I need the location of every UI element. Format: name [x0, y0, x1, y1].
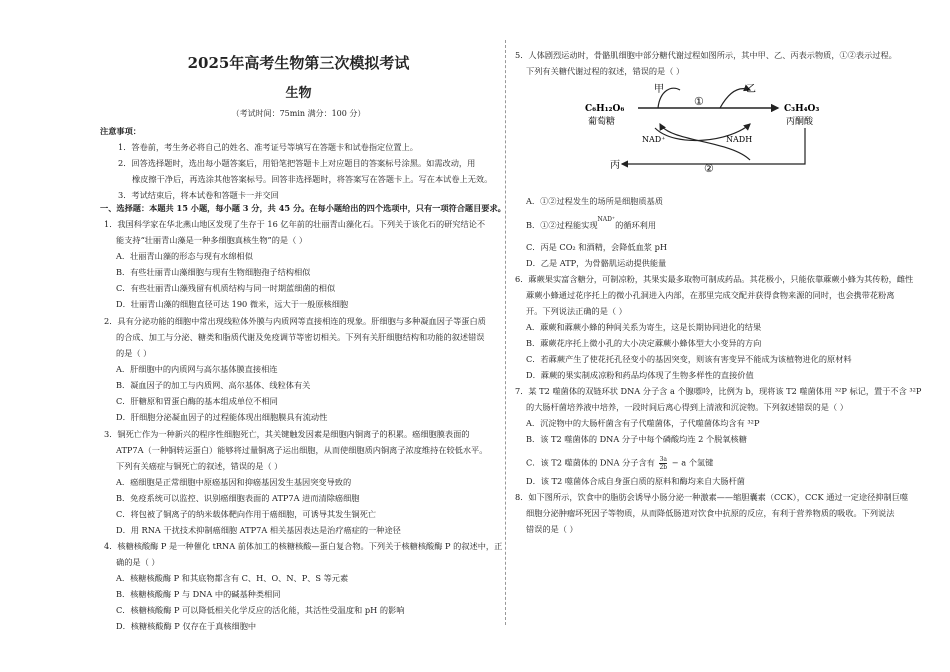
question-line: B．免疫系统可以监控、识别癌细胞表面的 ATP7A 进而清除癌细胞: [116, 493, 360, 503]
question-5-option-a: A．①②过程发生的场所是细胞质基质: [526, 196, 663, 206]
question-line: B．蔴蕨花序托上微小孔的大小决定蔴蕨小蜂体型大小变异的方向: [526, 338, 762, 348]
question-7-option-c: C．该 T2 噬菌体的 DNA 分子含有 $\frac{3a}{2b}$ − a 个氢键: [526, 456, 714, 471]
pyruvate-return-arrow: [622, 128, 805, 164]
question-line: 下列有关癌症与铜死亡的叙述，错误的是（ ）: [116, 461, 283, 471]
exam-info: （考试时间：75min 满分：100 分）: [231, 109, 366, 118]
question-5-stem: 下列有关糖代谢过程的叙述，错误的是（ ）: [526, 66, 685, 76]
question-5-stem: 5．人体剧烈运动时，骨骼肌细胞中部分糖代谢过程如图所示，其中甲、乙、丙表示物质，①②表示过程。: [515, 50, 897, 60]
subject-title: 生物: [285, 86, 312, 101]
question-line: C．将包被了铜离子的纳米载体靶向作用于癌细胞，可诱导其发生铜死亡: [116, 509, 377, 519]
question-line: C．核糖核酸酶 P 可以降低相关化学反应的活化能，其活性受温度和 pH 的影响: [116, 605, 405, 615]
pyruvate-formula: C₃H₄O₃: [784, 104, 820, 114]
question-line: 的大肠杆菌培养液中培养，一段时间后离心得到上清液和沉淀物。下列叙述错误的是（ ）: [526, 402, 848, 412]
question-line: B．凝血因子的加工与内质网、高尔基体、线粒体有关: [116, 380, 311, 390]
question-line: 蔴蕨小蜂通过花序托上的微小孔洞进入内部，在那里完成交配并获得食物来源的同时，也会携带花粉离: [526, 290, 895, 300]
notes-heading: 注意事项：: [100, 126, 141, 136]
question-line: B．核糖核酸酶 P 与 DNA 中的碱基种类相同: [116, 589, 281, 599]
label-nad: NAD⁺: [642, 135, 666, 144]
question-line: A．核糖核酸酶 P 和其底物都含有 C、H、O、N、P、S 等元素: [116, 573, 349, 583]
question-5-option-d: D．乙是 ATP，为骨骼肌运动提供能量: [526, 258, 667, 268]
question-stem: 6．蔴蕨果实富含糖分，可制凉粉，其果实最多取物可制成药品。其花极小，只能依靠蔴蕨小蜂为其传粉，雌性: [515, 274, 914, 284]
question-line: 细胞分泌肿瘤坏死因子等物质，从而降低肠道对饮食中抗原的反应，有利于营养物质的吸收。下列说法: [526, 508, 895, 518]
question-line: 的是（ ）: [116, 348, 152, 358]
question-line: C．有些壮丽青山藻残留有机质结构与同一时期蓝细菌的相似: [116, 283, 336, 293]
question-line: A．壮丽青山藻的形态与现有水绵相似: [116, 251, 253, 261]
question-line: C．若蔴蕨产生了使花托孔径变小的基因突变，则该有害变异不能成为该植物进化的原材料: [526, 354, 852, 364]
question-line: B．该 T2 噬菌体的 DNA 分子中每个磷酸均连 2 个脱氧核糖: [526, 434, 747, 444]
question-stem: 8．如下图所示，饮食中的脂肪会诱导小肠分泌一种激素——缩胆囊素（CCK），CCK 通过一定途径抑制巨噬: [515, 492, 909, 502]
question-stem: 4．核糖核酸酶 P 是一种催化 tRNA 前体加工的核糖核酸—蛋白复合物。下列关于核糖核酸酶 P 的叙述中，正: [104, 541, 503, 551]
label-yi: 乙: [746, 84, 756, 95]
pyruvate-label: 丙酮酸: [786, 117, 814, 127]
question-line: A．蔴蕨和蔴蕨小蜂的种间关系为寄生，这是长期协同进化的结果: [526, 322, 762, 332]
exam-title: 2025年高考生物第三次模拟考试: [187, 54, 410, 72]
question-line: A．肝细胞中的内质网与高尔基体膜直接相连: [116, 364, 278, 374]
question-line: A．癌细胞是正常细胞中原癌基因和抑癌基因发生基因突变导致的: [116, 477, 352, 487]
note-item: 3．考试结束后，将本试卷和答题卡一并交回: [118, 190, 279, 200]
question-line: D．肝细胞分泌凝血因子的过程能体现出细胞膜具有流动性: [116, 412, 328, 422]
question-stem: 2．具有分泌功能的细胞中常出现线粒体外膜与内质网等直接相连的现象。肝细胞与多种凝血因子等蛋白质: [104, 316, 486, 326]
glucose-formula: C₆H₁₂O₆: [585, 104, 625, 114]
column-divider: [505, 40, 506, 625]
step-2-label: ②: [704, 162, 714, 175]
question-line: ATP7A（一种铜转运蛋白）能够将过量铜离子运出细胞，从而使细胞质内铜离子浓度维持在较低水平。: [116, 445, 488, 455]
note-item: 1．答卷前，考生务必将自己的姓名、准考证号等填写在答题卡和试卷指定位置上。: [118, 142, 418, 152]
question-line: B．有些壮丽青山藻细胞与现有生物细胞孢子结构相似: [116, 267, 311, 277]
question-line: 的合成、加工与分泌、糖类和脂质代谢及免疫调节等密切相关。下列有关肝细胞结构和功能的叙述错误: [116, 332, 485, 342]
question-stem: 7．某 T2 噬菌体的双链环状 DNA 分子含 a 个腺嘌呤，比例为 b，现将该 T2 噬菌体用 ³²P 标记，置于不含 ³²P: [515, 386, 922, 396]
question-line: D．蔴蕨的果实制成凉粉和药品均体现了生物多样性的直接价值: [526, 370, 754, 380]
section-heading: 一、选择题：本题共 15 小题，每小题 3 分，共 45 分。在每小题给出的四个选项中，只有一项符合题目要求。: [100, 203, 506, 213]
question-line: 能支持“壮丽青山藻是一种多细胞真核生物”的是（ ）: [116, 235, 308, 245]
question-5-option-b: B．①②过程能实现$^{NAD^+}$的循环利用: [526, 216, 657, 230]
note-item: 2．回答选择题时，选出每小题答案后，用铅笔把答题卡上对应题目的答案标号涂黑。如需改动，用: [118, 158, 476, 168]
question-line: A．沉淀物中的大肠杆菌含有子代噬菌体，子代噬菌体均含有 ³²P: [526, 418, 760, 428]
nad-superscript: NAD⁺: [597, 216, 616, 223]
question-stem: 1．我国科学家在华北燕山地区发现了生存于 16 亿年前的壮丽青山藻化石。下列关于该化石的研究结论不: [104, 219, 486, 229]
note-item: 橡皮擦干净后，再选涂其他答案标号。回答非选择题时，将答案写在答题卡上。写在本试卷上无效。: [132, 174, 493, 184]
question-stem: 3．铜死亡作为一种新兴的程序性细胞死亡，其关键触发因素是细胞内铜离子的积累。癌细胞膜表面的: [104, 429, 470, 439]
label-bing: 丙: [610, 160, 620, 171]
question-line: D．核糖核酸酶 P 仅存在于真核细胞中: [116, 621, 257, 631]
glycolysis-diagram: [580, 80, 870, 180]
question-line: C．肝糖原和胃蛋白酶的基本组成单位不相同: [116, 396, 278, 406]
step-1-label: ①: [694, 95, 704, 108]
question-line: 确的是（ ）: [116, 557, 160, 567]
question-line: D．壮丽青山藻的细胞直径可达 190 微米，远大于一般原核细胞: [116, 299, 349, 309]
question-line: 开。下列说法正确的是（ ）: [526, 306, 627, 316]
label-nadh: NADH: [726, 135, 753, 144]
question-line: 错误的是（ ）: [526, 524, 578, 534]
label-jia: 甲: [654, 84, 664, 95]
glucose-label: 葡萄糖: [588, 117, 616, 127]
question-5-option-c: C．丙是 CO₂ 和酒精，会降低血浆 pH: [526, 242, 667, 252]
question-line: D．该 T2 噬菌体合成自身蛋白质的原料和酶均来自大肠杆菌: [526, 476, 745, 486]
question-line: D．用 RNA 干扰技术抑制癌细胞 ATP7A 相关基因表达是治疗癌症的一种途径: [116, 525, 401, 535]
